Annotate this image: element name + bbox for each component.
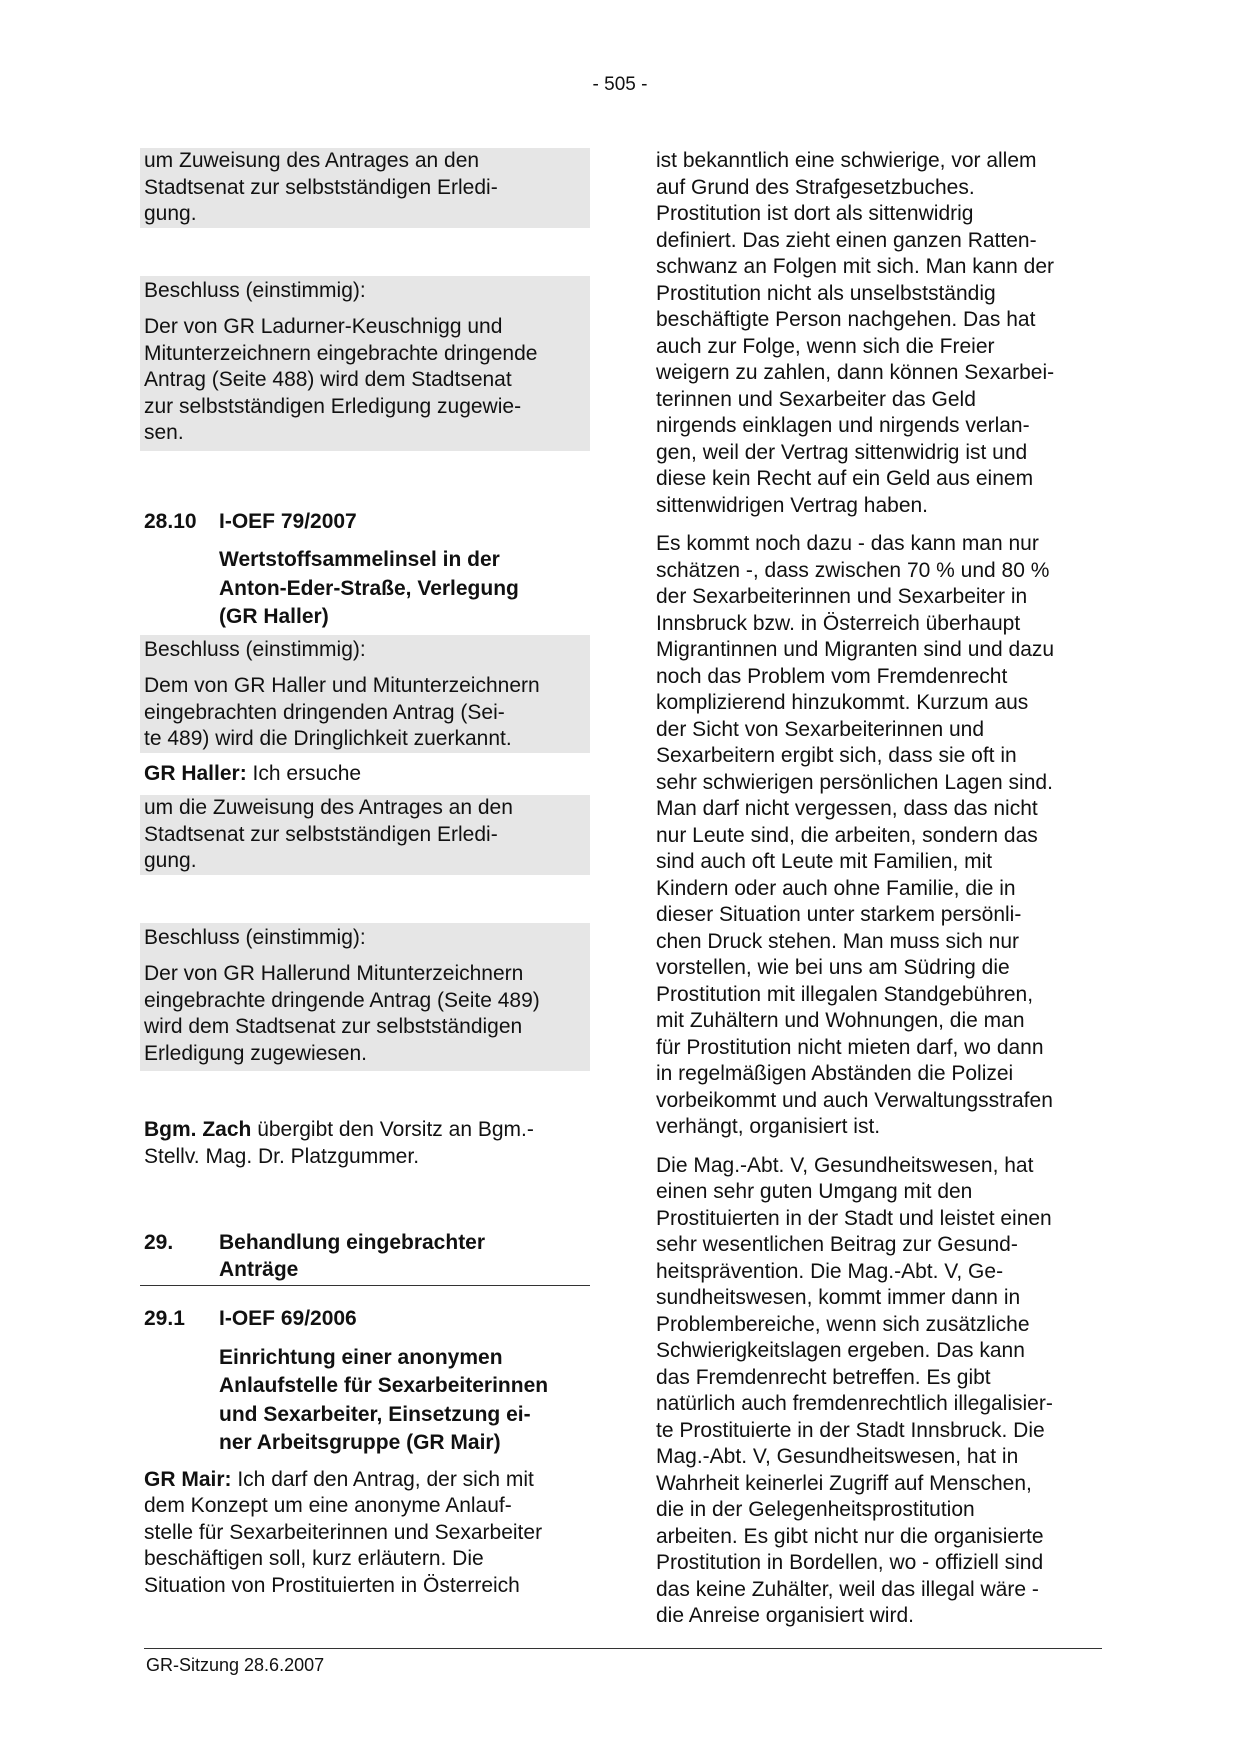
- referral-block: [140, 148, 590, 228]
- text-line: Stellv. Mag. Dr. Platzgummer.: [144, 1144, 420, 1168]
- resolution-label: Beschluss (einstimmig):: [144, 637, 366, 661]
- text-line: übergibt den Vorsitz an Bgm.-: [251, 1118, 534, 1141]
- speaker-paragraph: [144, 761, 590, 788]
- section-title-line: Anträge: [219, 1257, 299, 1281]
- text-line: Die Mag.-Abt. V, Gesundheitswesen, hat: [656, 1153, 1034, 1177]
- text-line: sen.: [144, 421, 184, 444]
- text-line: das Fremdenrecht betreffen. Es gibt: [656, 1365, 991, 1389]
- resolution-block: [140, 276, 590, 451]
- text-line: Man darf nicht vergessen, dass das nicht: [656, 797, 1038, 820]
- text-line: Wahrheit keinerlei Zugriff auf Menschen,: [656, 1471, 1032, 1495]
- text-line: eingebrachten dringenden Antrag (Sei-: [144, 700, 505, 724]
- footer-session-date: GR-Sitzung 28.6.2007: [146, 1655, 325, 1675]
- text-line: zur selbstständigen Erledigung zugewie-: [144, 394, 522, 418]
- text-line: die Anreise organisiert wird.: [656, 1604, 914, 1627]
- text-line: natürlich auch fremdenrechtlich illegalisier-: [656, 1392, 1053, 1415]
- text-line: Erledigung zugewiesen.: [144, 1041, 367, 1065]
- text-line: sind auch oft Leute mit Familien, mit: [656, 850, 993, 873]
- text-line: gung.: [144, 202, 197, 225]
- section-number: 29.: [144, 1231, 174, 1254]
- text-line: nirgends einklagen und nirgends verlan-: [656, 414, 1030, 437]
- text-line: Stadtsenat zur selbstständigen Erledi-: [144, 822, 498, 846]
- speaker-paragraph: [144, 1467, 590, 1600]
- resolution-block: [140, 635, 590, 753]
- text-line: Schwierigkeitslagen ergeben. Das kann: [656, 1339, 1025, 1362]
- page-number: - 505 -: [592, 74, 648, 95]
- text-line: gung.: [144, 849, 197, 872]
- text-line: Der von GR Hallerund Mitunterzeichnern: [144, 962, 524, 985]
- text-line: Situation von Prostituierten in Österreich: [144, 1573, 520, 1597]
- text-line: te 489) wird die Dringlichkeit zuerkannt.: [144, 727, 512, 750]
- text-line: nur Leute sind, die arbeiten, sondern das: [656, 823, 1038, 847]
- text-line: ist bekanntlich eine schwierige, vor allem: [656, 149, 1037, 172]
- text-line: heitsprävention. Die Mag.-Abt. V, Ge-: [656, 1259, 1004, 1283]
- text-line: um die Zuweisung des Antrages an den: [144, 796, 513, 819]
- text-line: sehr wesentlichen Beitrag zur Gesund-: [656, 1233, 1018, 1256]
- text-line: Prostitution mit illegalen Standgebühren,: [656, 982, 1034, 1006]
- text-line: auch zur Folge, wenn sich die Freier: [656, 334, 995, 358]
- item-number: 29.1: [144, 1307, 185, 1330]
- text-line: arbeiten. Es gibt nicht nur die organisierte: [656, 1524, 1044, 1548]
- text-line: stelle für Sexarbeiterinnen und Sexarbeiter: [144, 1520, 543, 1544]
- text-line: Prostituierten in der Stadt und leistet einen: [656, 1206, 1052, 1230]
- paragraph: [656, 148, 1102, 519]
- text-line: Problembereiche, wenn sich zusätzliche: [656, 1312, 1030, 1336]
- text-line: terinnen und Sexarbeiter das Geld: [656, 387, 976, 411]
- text-line: Antrag (Seite 488) wird dem Stadtsenat: [144, 368, 512, 391]
- text-line: einen sehr guten Umgang mit den: [656, 1180, 973, 1203]
- text-line: Stadtsenat zur selbstständigen Erledi-: [144, 175, 498, 199]
- text-line: auf Grund des Strafgesetzbuches.: [656, 175, 975, 199]
- text-line: Mag.-Abt. V, Gesundheitswesen, hat in: [656, 1445, 1019, 1468]
- text-line: definiert. Das zieht einen ganzen Ratten-: [656, 228, 1037, 252]
- speaker-name: GR Haller:: [144, 761, 247, 785]
- item-title-line: Anton-Eder-Straße, Verlegung: [219, 576, 519, 600]
- text-line: Sexarbeitern ergibt sich, dass sie oft in: [656, 744, 1017, 767]
- resolution-label: Beschluss (einstimmig):: [144, 278, 366, 302]
- text-line: der Sexarbeiterinnen und Sexarbeiter in: [656, 585, 1028, 608]
- item-title-line: und Sexarbeiter, Einsetzung ei-: [219, 1402, 531, 1426]
- item-title-line: Wertstoffsammelinsel in der: [219, 548, 500, 571]
- text-line: Mitunterzeichnern eingebrachte dringende: [144, 341, 538, 365]
- chair-handover-paragraph: [144, 1117, 590, 1170]
- text-line: schätzen -, dass zwischen 70 % und 80 %: [656, 558, 1050, 582]
- item-reference: I-OEF 69/2006: [219, 1307, 357, 1330]
- text-line: sundheitswesen, kommt immer dann in: [656, 1286, 1021, 1309]
- item-heading-28-10: [144, 509, 590, 536]
- text-line: dem Konzept um eine anonyme Anlauf-: [144, 1494, 512, 1517]
- resolution-label: Beschluss (einstimmig):: [144, 925, 366, 949]
- footer-divider: [144, 1648, 1102, 1649]
- text-line: te Prostituierte in der Stadt Innsbruck. Die: [656, 1418, 1045, 1442]
- text-line: das keine Zuhälter, weil das illegal wäre -: [656, 1577, 1039, 1601]
- text-line: vorstellen, wie bei uns am Südring die: [656, 956, 1010, 979]
- text-line: beschäftigte Person nachgehen. Das hat: [656, 308, 1036, 331]
- text-line: vorbeikommt und auch Verwaltungsstrafen: [656, 1088, 1053, 1112]
- referral-block: [140, 795, 590, 875]
- text-line: die in der Gelegenheitsprostitution: [656, 1498, 975, 1521]
- text-line: Dem von GR Haller und Mitunterzeichnern: [144, 674, 540, 697]
- item-number: 28.10: [144, 509, 197, 533]
- speaker-name: GR Mair:: [144, 1467, 232, 1491]
- resolution-block: [140, 923, 590, 1072]
- right-column: [656, 148, 1102, 1642]
- text-line: mit Zuhältern und Wohnungen, die man: [656, 1009, 1025, 1032]
- speaker-text: Ich ersuche: [246, 761, 362, 785]
- text-line: der Sicht von Sexarbeiterinnen und: [656, 717, 985, 741]
- text-line: eingebrachte dringende Antrag (Seite 489): [144, 988, 540, 1012]
- speaker-name: Bgm. Zach: [144, 1118, 252, 1141]
- text-line: Kindern oder auch ohne Familie, die in: [656, 876, 1016, 900]
- text-line: verhängt, organisiert ist.: [656, 1115, 881, 1138]
- text-line: dieser Situation unter starkem persönli-: [656, 903, 1022, 926]
- item-reference: I-OEF 79/2007: [219, 509, 357, 533]
- text-line: sehr schwierigen persönlichen Lagen sind.: [656, 770, 1053, 794]
- paragraph: [656, 531, 1102, 1141]
- text-line: weigern zu zahlen, dann können Sexarbei-: [656, 361, 1055, 384]
- item-title-line: (GR Haller): [219, 605, 329, 628]
- item-title-line: ner Arbeitsgruppe (GR Mair): [219, 1431, 501, 1454]
- text-line: [144, 1117, 590, 1144]
- text-line: wird dem Stadtsenat zur selbstständigen: [144, 1015, 523, 1038]
- text-line: um Zuweisung des Antrages an den: [144, 149, 480, 172]
- text-line: noch das Problem vom Fremdenrecht: [656, 664, 1008, 688]
- text-line: für Prostitution nicht mieten darf, wo dann: [656, 1035, 1044, 1059]
- text-line: in regelmäßigen Abständen die Polizei: [656, 1062, 1014, 1085]
- text-line: gen, weil der Vertrag sittenwidrig ist und: [656, 440, 1028, 464]
- text-line: beschäftigen soll, kurz erläutern. Die: [144, 1547, 484, 1570]
- text-line: sittenwidrigen Vertrag haben.: [656, 493, 929, 517]
- item-title-line: Einrichtung einer anonymen: [219, 1345, 503, 1369]
- text-line: Prostitution in Bordellen, wo - offiziell sind: [656, 1551, 1044, 1574]
- section-title-line: Behandlung eingebrachter: [219, 1231, 486, 1254]
- item-heading-29-1: [144, 1306, 590, 1333]
- item-title-line: Anlaufstelle für Sexarbeiterinnen: [219, 1374, 549, 1397]
- text-line: schwanz an Folgen mit sich. Man kann der: [656, 255, 1055, 278]
- text-line: Der von GR Ladurner-Keuschnigg und: [144, 315, 503, 338]
- text-line: Prostitution ist dort als sittenwidrig: [656, 202, 974, 225]
- text-line: [144, 1467, 590, 1494]
- text-line: Innsbruck bzw. in Österreich überhaupt: [656, 611, 1021, 635]
- text-line: chen Druck stehen. Man muss sich nur: [656, 929, 1019, 953]
- text-line: Prostitution nicht als unselbstständig: [656, 281, 996, 305]
- left-column: [144, 148, 590, 1599]
- paragraph: [656, 1153, 1102, 1630]
- text-line: Es kommt noch dazu - das kann man nur: [656, 532, 1039, 555]
- speaker-text: Ich darf den Antrag, der sich mit: [231, 1467, 534, 1491]
- text-line: Migrantinnen und Migranten sind und dazu: [656, 638, 1055, 661]
- text-line: komplizierend hinzukommt. Kurzum aus: [656, 691, 1029, 714]
- text-line: diese kein Recht auf ein Geld aus einem: [656, 467, 1034, 490]
- section-heading-29: [140, 1230, 590, 1286]
